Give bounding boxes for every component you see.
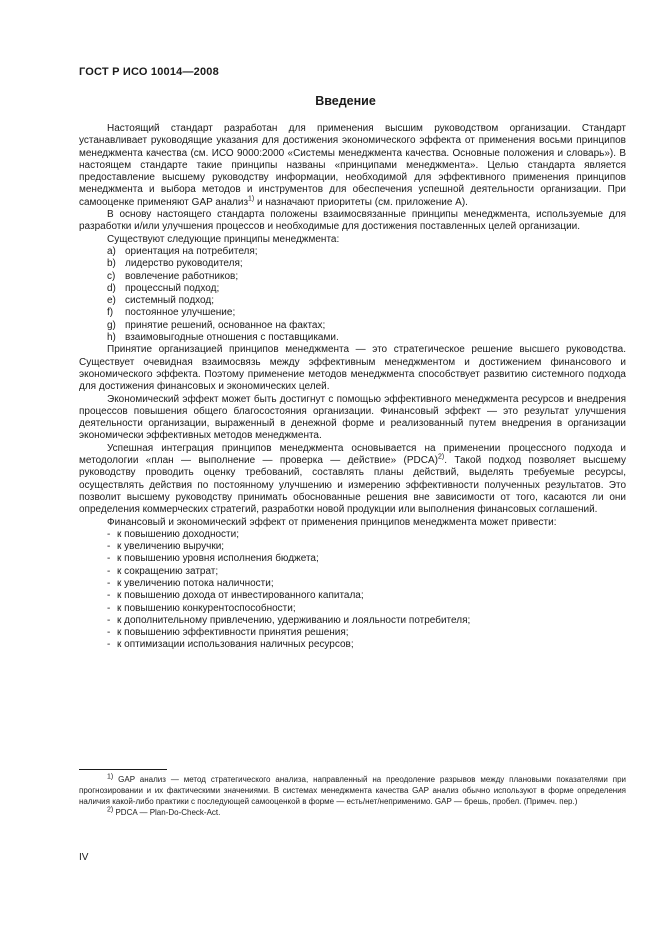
dash-marker: -	[107, 565, 111, 577]
list-item-text: к увеличению выручки;	[117, 541, 225, 553]
paragraph-economic-effect: Экономический эффект может быть достигнут с помощью эффективного менеджмента ресурсов и внедрения процессов повышения общего благосостояния организации. Финансовый эффект — это результат улучшения деятельности организации, выраженный в денежной форме и реализованный путем внедрения в организации экономически эффективных методов менеджмента.	[79, 393, 626, 442]
standard-header: ГОСТ Р ИСО 10014—2008	[79, 66, 219, 78]
footnote-divider	[79, 769, 167, 770]
list-item-text: к повышению доходности;	[117, 528, 239, 540]
list-marker: d)	[107, 282, 116, 294]
list-item	[79, 553, 626, 565]
list-item	[79, 566, 626, 578]
list-item	[79, 307, 626, 319]
list-item	[79, 639, 626, 651]
dash-marker: -	[107, 590, 111, 602]
section-title: Введение	[315, 94, 376, 108]
list-item	[79, 541, 626, 553]
list-item	[79, 271, 626, 283]
list-item-text: принятие решений, основанное на фактах;	[125, 319, 326, 331]
list-item	[79, 332, 626, 344]
list-item-text: к повышению эффективности принятия решения;	[117, 627, 349, 639]
dash-marker: -	[107, 553, 111, 565]
list-marker: f)	[107, 307, 114, 319]
list-item	[79, 320, 626, 332]
list-item	[79, 627, 626, 639]
list-item-text: к сокращению затрат;	[117, 565, 219, 577]
list-marker: g)	[107, 319, 116, 331]
list-item-text: лидерство руководителя;	[125, 258, 243, 270]
list-item	[79, 529, 626, 541]
list-item	[79, 578, 626, 590]
paragraph-text: и назначают приоритеты (см. приложение А).	[254, 196, 468, 208]
list-marker: e)	[107, 295, 116, 307]
dash-marker: -	[107, 614, 111, 626]
list-item-text: к увеличению потока наличности;	[117, 577, 274, 589]
list-item-text: ориентация на потребителя;	[125, 245, 258, 257]
paragraph-text: Настоящий стандарт разработан для применения высшим руководством организации. Стандарт устанавливает руководящие указания для достижения экономического эффекта от применения восьми принципов менеджмента качества (см. ИСО 9000:2000 «Системы менеджмента качества. Основные положения и словарь»). В настоящем стандарте такие принципы названы «принципами менеджмента». Целью стандарта является предоставление высшему руководству информации, необходимой для эффективного применения принципов менеджмента и выбора методов и инструментов для обеспечения успешной деятельности организации. При самооценке применяют GAP анализ	[79, 123, 626, 208]
list-item-text: к повышению конкурентоспособности;	[117, 602, 296, 614]
list-item	[79, 603, 626, 615]
footnote-text: PDCA — Plan-Do-Check-Act.	[113, 808, 221, 817]
page-number: IV	[79, 852, 89, 863]
list-item-text: взаимовыгодные отношения с поставщиками.	[125, 332, 339, 344]
paragraph-text: . Такой подход позволяет высшему руководству проводить оценку требований, составлять планы действий, выделять требуемые ресурсы, осуществлять действия по постоянному улучшению и измерению эффективности полученных результатов. Это позволит высшему руководству принимать обоснованные решения вне зависимости от того, касаются ли они определения коммерческих стратегий, разработки новой продукции или выполнения финансовых соглашений.	[79, 455, 626, 516]
list-item	[79, 283, 626, 295]
dash-marker: -	[107, 602, 111, 614]
footnote-mark: 1)	[107, 773, 114, 781]
footnotes	[79, 774, 626, 818]
list-item	[79, 258, 626, 270]
list-item-text: к оптимизации использования наличных ресурсов;	[117, 639, 354, 651]
list-marker: a)	[107, 245, 116, 257]
footnote-2	[79, 807, 626, 818]
list-item	[79, 295, 626, 307]
list-marker: h)	[107, 332, 116, 344]
list-item-text: процессный подход;	[125, 282, 220, 294]
list-marker: c)	[107, 270, 116, 282]
dash-marker: -	[107, 577, 111, 589]
principles-list	[79, 246, 626, 344]
footnote-1	[79, 774, 626, 807]
list-item-text: к дополнительному привлечению, удерживанию и лояльности потребителя;	[117, 614, 471, 626]
list-item-text: системный подход;	[125, 295, 214, 307]
list-item-text: вовлечение работников;	[125, 270, 239, 282]
footnote-text: GAP анализ — метод стратегического анализа, направленный на преодоление разрывов между плановыми показателями при прогнозировании и их фактическими значениями. В системах менеджмента качества GAP анализ обычно используют в форме определения наличия какой-либо практики с последующей самооценкой в форме — есть/нет/неприменимо. GAP — брешь, пробел. (Примеч. пер.)	[79, 775, 626, 806]
list-item	[79, 590, 626, 602]
dash-marker: -	[107, 627, 111, 639]
paragraph-principles-intro: Существуют следующие принципы менеджмента:	[107, 233, 340, 245]
paragraph-purpose	[79, 123, 626, 209]
list-item	[79, 246, 626, 258]
paragraph-basis: В основу настоящего стандарта положены взаимосвязанные принципы менеджмента, используемые для разработки и/или улучшения процессов и необходимые для достижения поставленных целей организации.	[79, 209, 626, 233]
paragraph-text: Успешная интеграция принципов менеджмента основывается на применении процессного подхода и методологии «план — выполнение — проверка — действие» (PDCA)	[79, 442, 626, 467]
paragraph-integration	[79, 443, 626, 517]
body-text	[79, 123, 626, 652]
paragraph-effects-intro: Финансовый и экономический эффект от применения принципов менеджмента может привести:	[107, 516, 557, 528]
dash-marker: -	[107, 639, 111, 651]
paragraph-strategic-decision: Принятие организацией принципов менеджмента — это стратегическое решение высшего руководства. Существует очевидная взаимосвязь между эффективным менеджментом и достижением финансового и экономического эффекта. Поэтому применение методов менеджмента способствует развитию системного подхода для достижения финансовых и экономических целей.	[79, 344, 626, 393]
list-item	[79, 615, 626, 627]
footnote-ref-2: 2)	[437, 453, 445, 461]
list-marker: b)	[107, 258, 116, 270]
dash-marker: -	[107, 541, 111, 553]
list-item-text: к повышению дохода от инвестированного капитала;	[117, 590, 364, 602]
list-item-text: к повышению уровня исполнения бюджета;	[117, 553, 319, 565]
footnote-mark: 2)	[107, 806, 114, 814]
dash-marker: -	[107, 528, 111, 540]
footnote-ref-1: 1)	[248, 195, 255, 203]
list-item-text: постоянное улучшение;	[125, 307, 236, 319]
effects-list	[79, 529, 626, 652]
